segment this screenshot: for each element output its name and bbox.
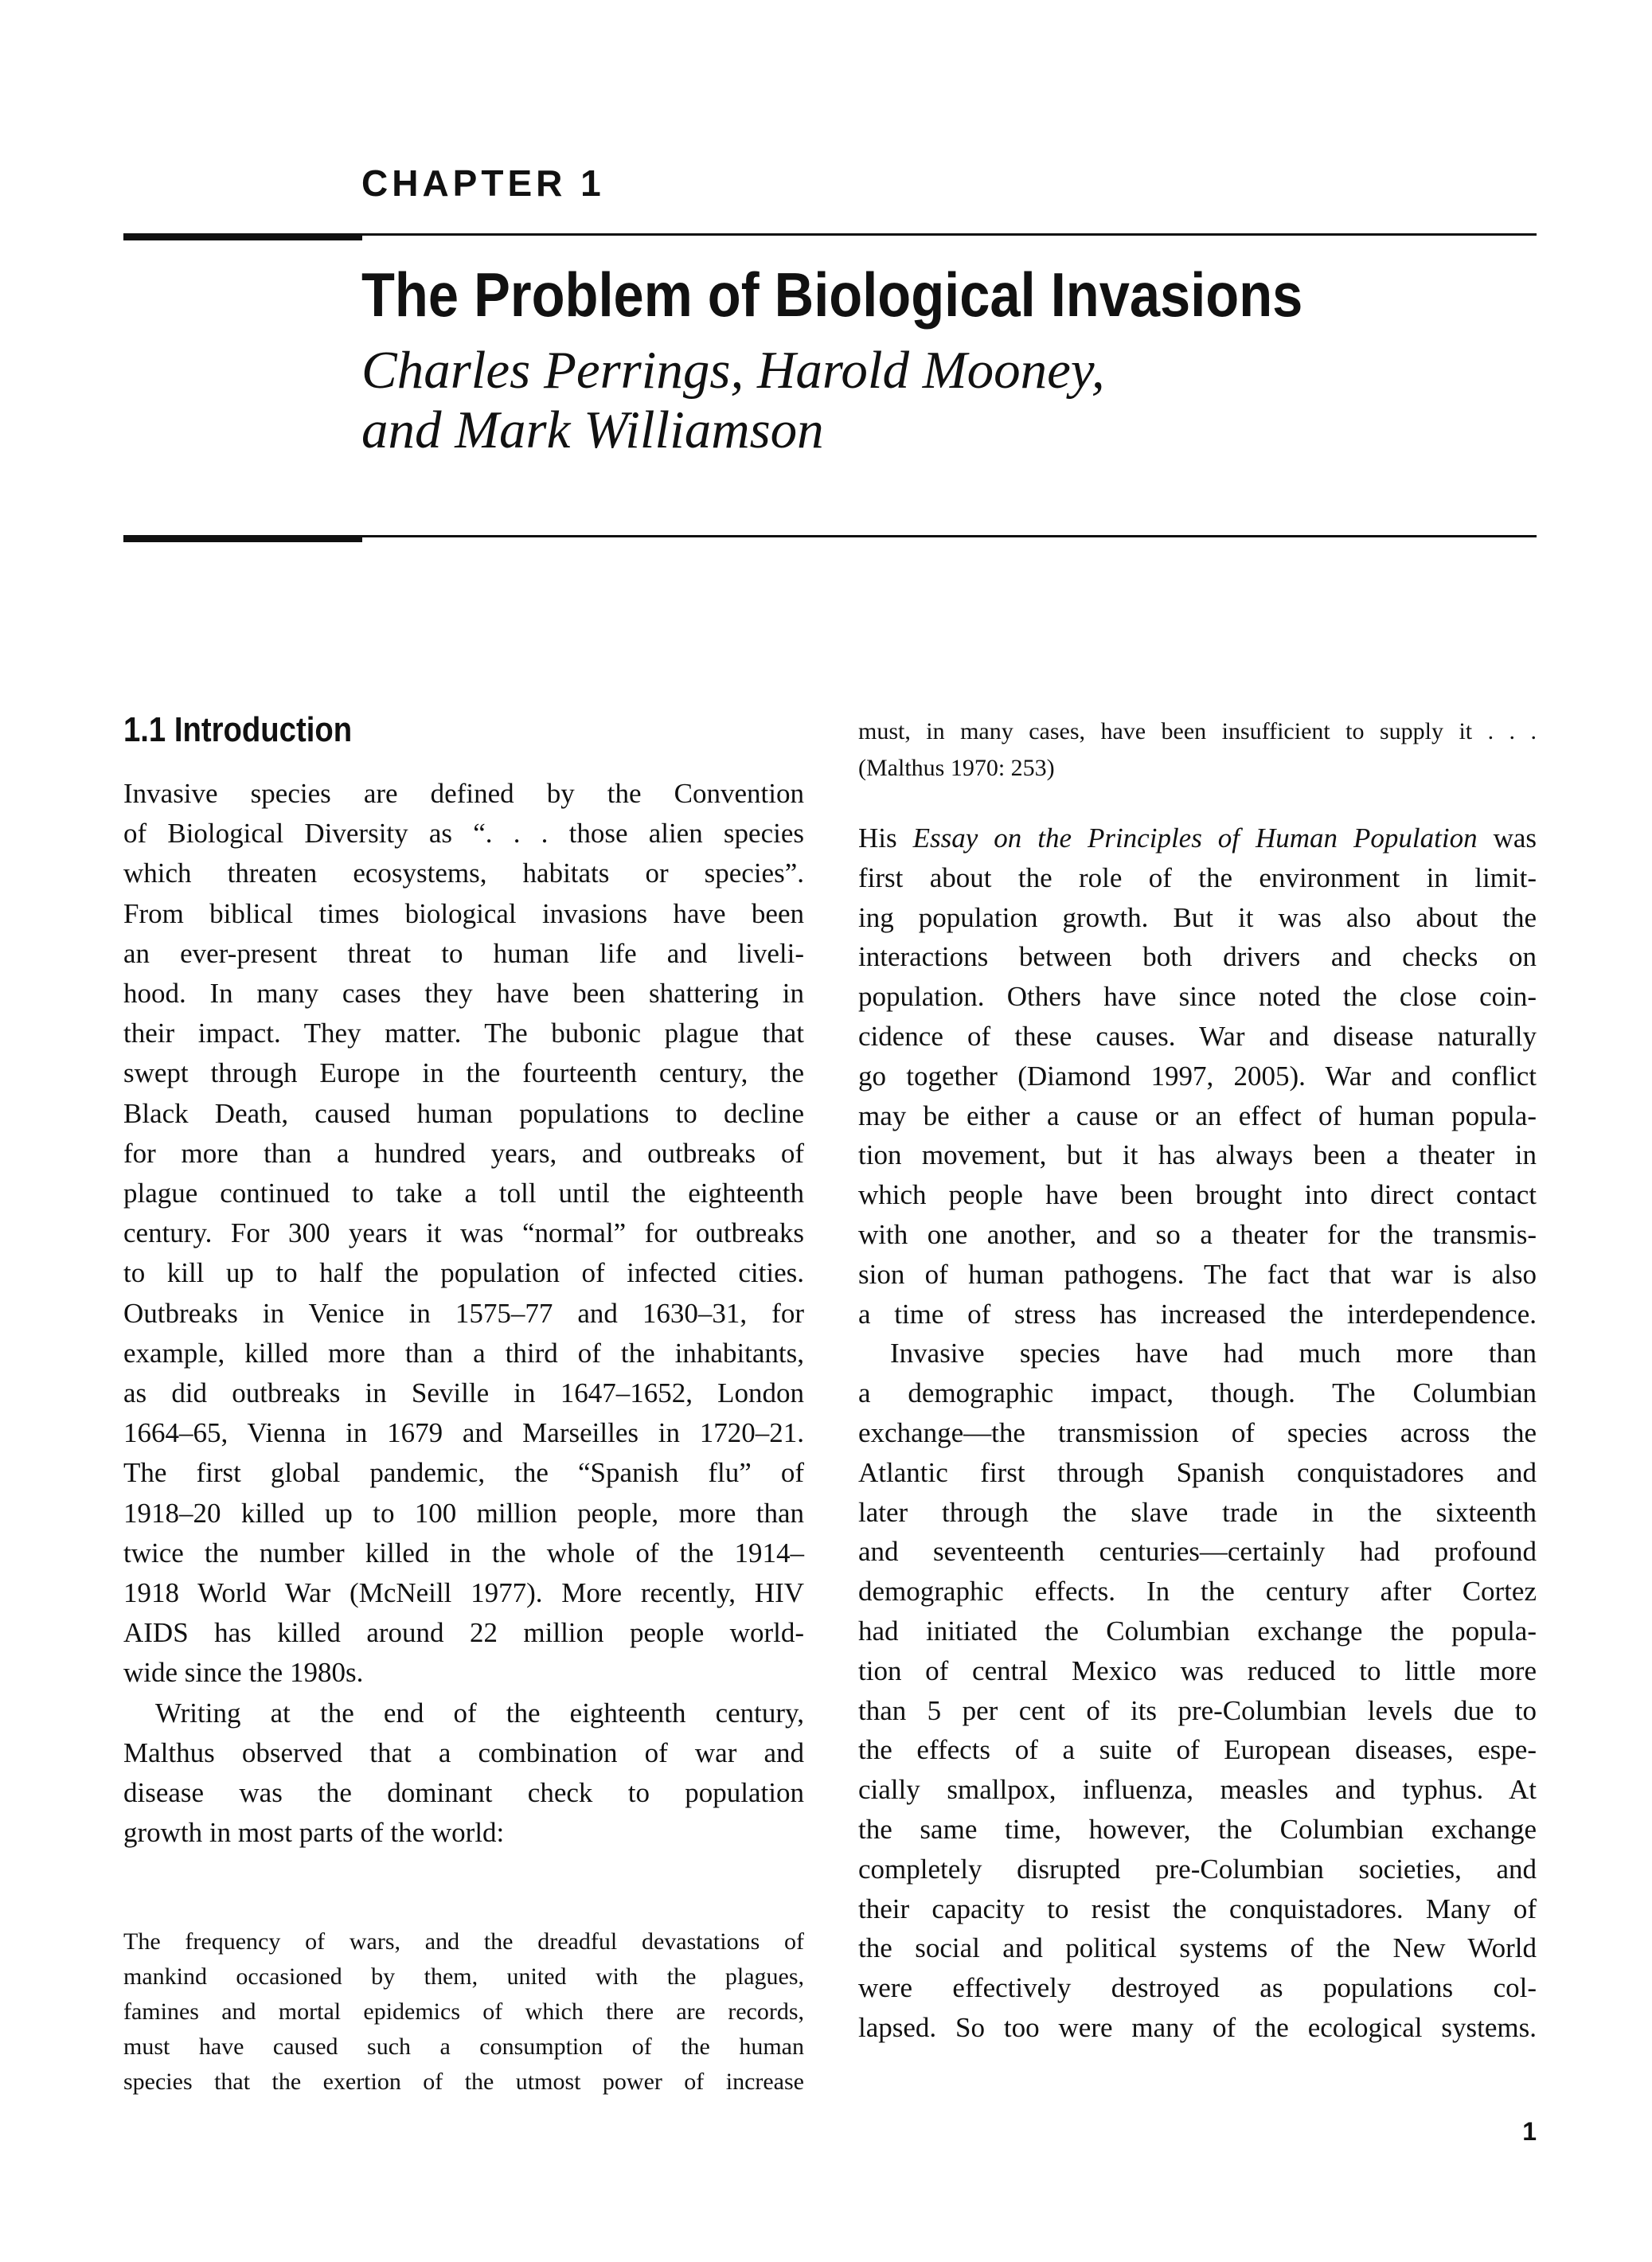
text-line: disease was the dominant check to population [123,1777,804,1809]
section-heading: 1.1 Introduction [123,710,353,749]
top-rule [361,233,1537,236]
text-line: demographic effects. In the century after Cortez [858,1576,1537,1608]
text-line: Outbreaks in Venice in 1575–77 and 1630–31, for [123,1297,804,1329]
text-line: Invasive species have had much more than [890,1338,1537,1369]
text-line: completely disrupted pre-Columbian societies, and [858,1853,1537,1885]
text-line: lapsed. So too were many of the ecological systems. [858,2011,1537,2043]
text-line: mankind occasioned by them, united with the plagues, [123,1963,804,1990]
text-line: The frequency of wars, and the dreadful devastations of [123,1928,804,1955]
paragraph [858,1334,1537,2047]
text-line: of Biological Diversity as “. . . those alien species [123,818,804,850]
text-line: Malthus observed that a combination of war and [123,1737,804,1768]
text-line: famines and mortal epidemics of which there are records, [123,1998,804,2025]
top-rule-accent [123,233,362,240]
text-line: with one another, and so a theater for the transmis- [858,1218,1537,1250]
text-line: interactions between both drivers and checks on [858,941,1537,973]
paragraph [123,774,804,1694]
text-line: go together (Diamond 1997, 2005). War and conflict [858,1060,1537,1092]
text-line: to kill up to half the population of infected cities. [123,1257,804,1289]
page-number: 1 [1522,2117,1537,2146]
text-line: 1664–65, Vienna in 1679 and Marseilles in 1720–21. [123,1417,804,1449]
text-line: as did outbreaks in Seville in 1647–1652, London [123,1377,804,1409]
text-line: 1918 World War (McNeill 1977). More recently, HIV [123,1577,804,1609]
left-column-body [123,774,804,1853]
text-line: and seventeenth centuries—certainly had profound [858,1536,1537,1568]
text-line: tion movement, but it has always been a theater in [858,1139,1537,1171]
text-line: must have caused such a consumption of the human [123,2033,804,2060]
right-column-body [858,818,1537,2048]
text-line: plague continued to take a toll until the eighteenth [123,1178,804,1209]
text-span: His [858,822,913,854]
text-line: the same time, however, the Columbian exchange [858,1813,1537,1845]
bottom-rule [361,535,1537,537]
block-quote-text [858,713,1537,787]
bottom-rule-accent [123,535,362,542]
text-line: for more than a hundred years, and outbreaks of [123,1137,804,1169]
block-quote [123,1924,804,2100]
text-line: From biblical times biological invasions have been [123,897,804,929]
text-span: was [1477,822,1537,854]
text-line: hood. In many cases they have been shattering in [123,978,804,1010]
text-line: their impact. They matter. The bubonic plague that [123,1018,804,1049]
text-line: Atlantic first through Spanish conquistadores and [858,1456,1537,1488]
text-line: their capacity to resist the conquistadores. Many of [858,1893,1537,1924]
text-line: twice the number killed in the whole of the 1914– [123,1537,804,1569]
text-line: may be either a cause or an effect of human popula- [858,1100,1537,1131]
authors-line: Charles Perrings, Harold Mooney, [361,341,1105,400]
chapter-label: CHAPTER 1 [361,162,605,204]
text-line: Black Death, caused human populations to decline [123,1097,804,1129]
text-line: swept through Europe in the fourteenth century, the [123,1057,804,1089]
text-line: the social and political systems of the New World [858,1932,1537,1964]
text-line: later through the slave trade in the sixteenth [858,1496,1537,1528]
text-line: first about the role of the environment in limit- [858,861,1537,893]
text-line: 1918–20 killed up to 100 million people, more than [123,1497,804,1529]
text-line: AIDS has killed around 22 million people world- [123,1617,804,1649]
block-quote-continued [858,713,1537,787]
text-line: than 5 per cent of its pre-Columbian levels due to [858,1694,1537,1726]
text-line: cially smallpox, influenza, measles and typhus. At [858,1774,1537,1806]
authors-line: and Mark Williamson [361,400,824,459]
text-line: which people have been brought into direct contact [858,1179,1537,1211]
text-line: the effects of a suite of European diseases, espe- [858,1734,1537,1766]
text-line: Writing at the end of the eighteenth century, [155,1697,804,1729]
text-line: a demographic impact, though. The Columbian [858,1377,1537,1409]
text-line: exchange—the transmission of species across the [858,1416,1537,1448]
block-quote-text [123,1924,804,2100]
paragraph [858,818,1537,1334]
text-line: The first global pandemic, the “Spanish flu” of [123,1457,804,1489]
text-line: were effectively destroyed as populations col- [858,1972,1537,2004]
text-line [858,818,1537,858]
chapter-title: The Problem of Biological Invasions [361,260,1303,330]
italic-title: Essay on the Principles of Human Population [912,822,1478,854]
text-line: which threaten ecosystems, habitats or species”. [123,858,804,889]
text-line: an ever-present threat to human life and liveli- [123,937,804,969]
text-line: example, killed more than a third of the inhabitants, [123,1337,804,1369]
text-line: had initiated the Columbian exchange the popula- [858,1615,1537,1647]
text-line: cidence of these causes. War and disease naturally [858,1020,1537,1052]
text-line: sion of human pathogens. The fact that war is also [858,1258,1537,1290]
paragraph [123,1694,804,1854]
text-line: (Malthus 1970: 253) [858,755,1055,781]
text-line: century. For 300 years it was “normal” for outbreaks [123,1217,804,1249]
authors [361,341,1105,460]
text-line: Invasive species are defined by the Convention [123,778,804,809]
text-line: population. Others have since noted the close coin- [858,981,1537,1013]
text-line: a time of stress has increased the interdependence. [858,1298,1537,1330]
text-line: wide since the 1980s. [123,1657,364,1689]
text-line: species that the exertion of the utmost power of increase [123,2069,804,2095]
text-line: tion of central Mexico was reduced to little more [858,1655,1537,1686]
text-line: ing population growth. But it was also about the [858,901,1537,933]
text-line: must, in many cases, have been insufficient to supply it . . . [858,718,1537,744]
text-line: growth in most parts of the world: [123,1817,505,1849]
